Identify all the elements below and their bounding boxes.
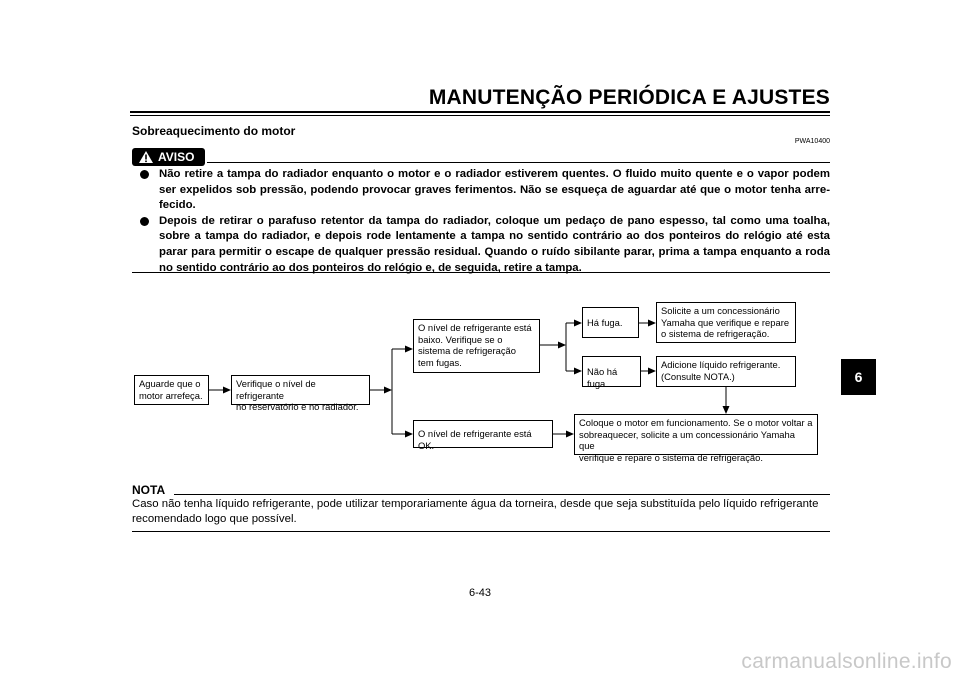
page-header-title: MANUTENÇÃO PERIÓDICA E AJUSTES (428, 86, 830, 109)
section-code: PWA10400 (794, 138, 830, 145)
flow-box-check-level: Verifique o nível de refrigerante no reservatório e no radiador. (231, 375, 370, 405)
flow-box-dealer-repair: Solicite a um concessionário Yamaha que verifique e repare o sistema de refrigeração. (656, 302, 796, 343)
note-label: NOTA (132, 483, 166, 497)
flow-box-level-low: O nível de refrigerante está baixo. Verifique se o sistema de refrigeração tem fugas. (413, 319, 540, 373)
section-title: Sobreaquecimento do motor (132, 124, 296, 138)
note-end-rule (132, 531, 830, 532)
watermark: carmanualsonline.info (741, 650, 952, 673)
page-number: 6-43 (468, 587, 492, 599)
flow-box-run-engine: Coloque o motor em funcionamento. Se o motor voltar a sobreaquecer, solicite a um concessionário Yamaha que verifique e repare o sistema de refrigeração. (574, 414, 818, 455)
flow-box-add-coolant: Adicione líquido refrigerante. (Consulte NOTA.) (656, 356, 796, 387)
flow-box-leak: Há fuga. (582, 307, 639, 338)
note-text: Caso não tenha líquido refrigerante, pode utilizar temporariamente água da torneira, desde que seja substituída pelo líquido refrigerante recomendado logo que possível. (132, 498, 819, 526)
flow-box-wait: Aguarde que o motor arrefeça. (134, 375, 209, 405)
warning-label: AVISO (158, 150, 195, 164)
flow-box-no-leak: Não há fuga. (582, 356, 641, 387)
note-rule (174, 494, 830, 495)
warning-item-text: Depois de retirar o parafuso retentor da tampa do radiador, coloque um pedaço de pano espesso, tal como uma toalha, sobre a tampa do radiador, e depois rode lentamente a tampa no sentido contrário ao dos ponteiros do relógio até esta parar para permitir o escape de qualquer pressão residual. Quando o ruído sibilante parar, prima a tampa enquanto a roda no sentido contrário ao dos ponteiros do relógio e, de seguida, retire a tampa. (159, 214, 830, 274)
chapter-tab: 6 (841, 359, 876, 395)
flow-box-level-ok: O nível de refrigerante está OK. (413, 420, 553, 448)
warning-item-text: Não retire a tampa do radiador enquanto o motor e o radiador estiverem quentes. O fluido muito quente e o vapor podem ser expelidos sob pressão, podendo provocar graves ferimentos. Não se esqueça de aguardar até que o motor tenha arre-fecido. (159, 168, 830, 212)
